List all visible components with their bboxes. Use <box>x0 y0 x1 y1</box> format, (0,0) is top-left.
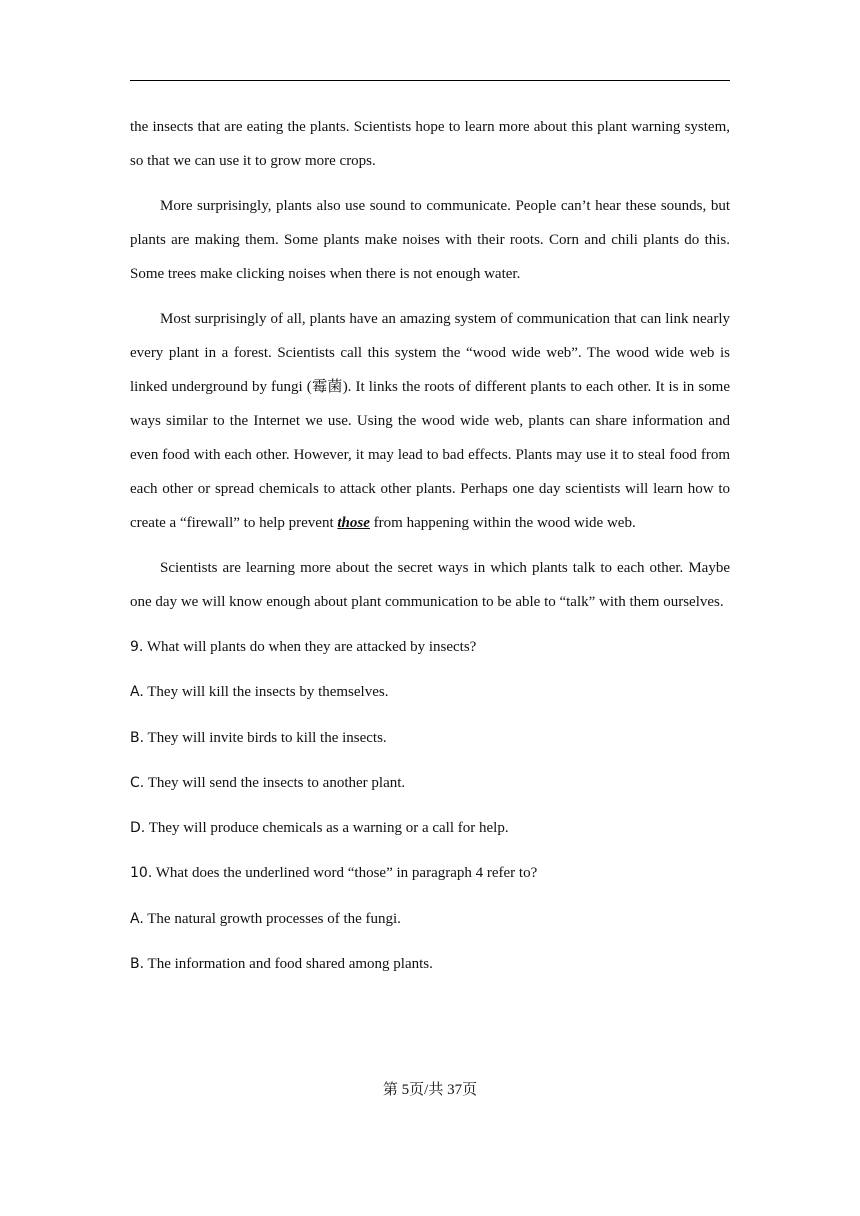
paragraph-2: More surprisingly, plants also use sound to communicate. People can’t hear these sounds, but plants are making them. Some plants make noises with their roots. Corn and chili plants do this. Some trees make clicking noises when there is not enough water. <box>130 198 730 282</box>
option-letter: D. <box>130 820 146 837</box>
header-rule <box>130 80 730 81</box>
question-9-option-c <box>130 766 730 800</box>
paragraph-3-text-after: from happening within the wood wide web. <box>369 515 636 531</box>
option-text: They will send the insects to another plant. <box>144 774 406 791</box>
question-9 <box>130 630 730 845</box>
underlined-word-those: those <box>337 515 370 531</box>
option-letter: B. <box>130 729 145 746</box>
option-letter: C. <box>130 774 145 791</box>
question-10-stem <box>130 856 730 890</box>
page-content <box>130 110 730 992</box>
paragraph-1: the insects that are eating the plants. Scientists hope to learn more about this plant warning system, so that we can use it to grow more crops. <box>130 119 730 169</box>
page-footer <box>0 1075 860 1105</box>
option-letter: A. <box>130 910 144 927</box>
paragraph-3-text-before: Most surprisingly of all, plants have an amazing system of communication that can link nearly every plant in a forest. Scientists call this system the “wood wide web”. The wood wide web is linked underground by fungi (霉菌). It links the roots of different plants to each other. It is in some ways similar to the Internet we use. Using the wood wide web, plants can share information and even food with each other. However, it may lead to bad effects. Plants may use it to steal food from each other or spread chemicals to attack other plants. Perhaps one day scientists will learn how to create a “firewall” to help prevent <box>130 311 730 531</box>
option-text: They will invite birds to kill the insects. <box>144 729 387 746</box>
question-10 <box>130 856 730 981</box>
question-9-option-d <box>130 811 730 845</box>
question-10-option-b <box>130 947 730 981</box>
option-text: The information and food shared among plants. <box>144 956 433 973</box>
question-number: 9. <box>130 639 144 655</box>
question-text: What does the underlined word “those” in paragraph 4 refer to? <box>152 865 538 882</box>
question-text: What will plants do when they are attacked by insects? <box>143 639 477 655</box>
option-letter: B. <box>130 956 145 973</box>
question-10-option-a <box>130 902 730 936</box>
question-9-stem <box>130 630 730 664</box>
option-text: The natural growth processes of the fungi. <box>143 910 401 927</box>
option-letter: A. <box>130 684 144 701</box>
paragraph-3 <box>130 302 730 540</box>
question-9-option-b <box>130 721 730 755</box>
option-text: They will produce chemicals as a warning or a call for help. <box>145 820 509 837</box>
paragraph-4: Scientists are learning more about the secret ways in which plants talk to each other. Maybe one day we will know enough about plant communication to be able to “talk” with them ourselves. <box>130 560 730 610</box>
option-text: They will kill the insects by themselves. <box>143 684 389 701</box>
question-number: 10. <box>130 865 153 882</box>
page-number-label: 第 5页/共 37页 <box>382 1082 478 1098</box>
question-9-option-a <box>130 675 730 709</box>
